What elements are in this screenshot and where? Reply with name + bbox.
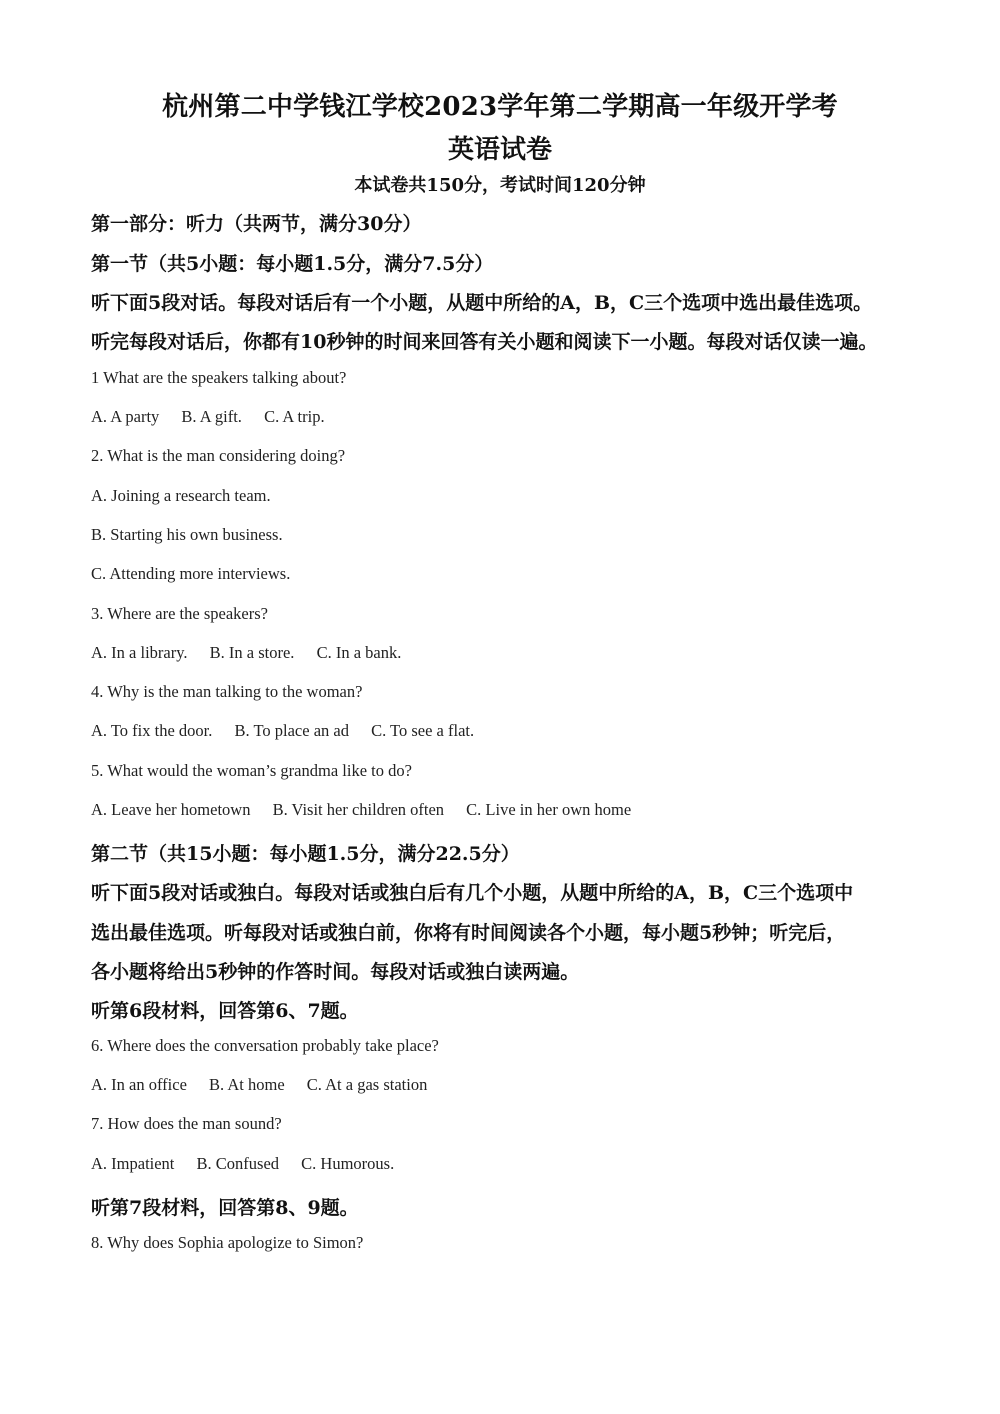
section1-heading: 第一节（共5小题：每小题1.5分，满分7.5分） (91, 253, 494, 275)
question-4-stem: 4. Why is the man talking to the woman? (91, 682, 363, 701)
question-3-options (91, 643, 401, 663)
question-4-options (91, 721, 474, 741)
option-c: C. Live in her own home (466, 800, 632, 819)
section2-instruction-2: 选出最佳选项。听每段对话或独白前，你将有时间阅读各个小题，每小题5秒钟；听完后， (91, 922, 846, 944)
exam-subject: 英语试卷 (447, 135, 552, 165)
question-5-options (91, 800, 631, 820)
question-5-stem: 5. What would the woman’s grandma like to do? (91, 761, 412, 780)
material-7-heading: 听第7段材料，回答第8、9题。 (91, 1197, 359, 1219)
question-6-stem: 6. Where does the conversation probably take place? (91, 1036, 439, 1055)
option-c: C. In a bank. (316, 643, 402, 662)
option-b: B. To place an ad (234, 721, 349, 740)
option-c: C. To see a flat. (371, 721, 475, 740)
option-a: A. In a library. (91, 643, 188, 662)
section2-heading: 第二节（共15小题：每小题1.5分，满分22.5分） (91, 843, 520, 865)
question-6-options (91, 1075, 427, 1095)
question-1-stem: 1 What are the speakers talking about? (91, 368, 347, 387)
option-b: B. Visit her children often (272, 800, 445, 819)
question-2-stem: 2. What is the man considering doing? (91, 446, 346, 465)
option-a: A. A party (91, 407, 160, 426)
option-c: C. Humorous. (301, 1154, 395, 1173)
option-b: B. In a store. (209, 643, 295, 662)
part1-heading: 第一部分：听力（共两节，满分30分） (91, 213, 422, 235)
exam-title: 杭州第二中学钱江学校2023学年第二学期高一年级开学考 (162, 92, 838, 122)
question-7-options (91, 1154, 394, 1174)
question-2-option-c: C. Attending more interviews. (91, 564, 291, 583)
option-b: B. A gift. (181, 407, 242, 426)
option-a: A. Impatient (91, 1154, 175, 1173)
question-8-stem: 8. Why does Sophia apologize to Simon? (91, 1233, 364, 1252)
section1-instruction-1: 听下面5段对话。每段对话后有一个小题，从题中所给的A，B，C三个选项中选出最佳选项。 (91, 292, 873, 314)
section2-instruction-3: 各小题将给出5秒钟的作答时间。每段对话或独白读两遍。 (91, 961, 580, 983)
option-b: B. Confused (196, 1154, 280, 1173)
material-6-heading: 听第6段材料，回答第6、7题。 (91, 1000, 359, 1022)
option-a: A. In an office (91, 1075, 187, 1094)
exam-info: 本试卷共150分，考试时间120分钟 (354, 175, 646, 196)
section1-instruction-2: 听完每段对话后，你都有10秒钟的时间来回答有关小题和阅读下一小题。每段对话仅读一遍。 (91, 331, 878, 353)
section2-instruction-1: 听下面5段对话或独白。每段对话或独白后有几个小题，从题中所给的A，B，C三个选项中 (91, 882, 854, 904)
question-2-option-a: A. Joining a research team. (91, 486, 271, 505)
option-a: A. To fix the door. (91, 721, 213, 740)
question-7-stem: 7. How does the man sound? (91, 1114, 282, 1133)
question-3-stem: 3. Where are the speakers? (91, 604, 268, 623)
option-c: C. At a gas station (306, 1075, 428, 1094)
option-c: C. A trip. (264, 407, 325, 426)
option-b: B. At home (209, 1075, 285, 1094)
question-1-options (91, 407, 325, 427)
question-2-option-b: B. Starting his own business. (91, 525, 283, 544)
option-a: A. Leave her hometown (91, 800, 251, 819)
